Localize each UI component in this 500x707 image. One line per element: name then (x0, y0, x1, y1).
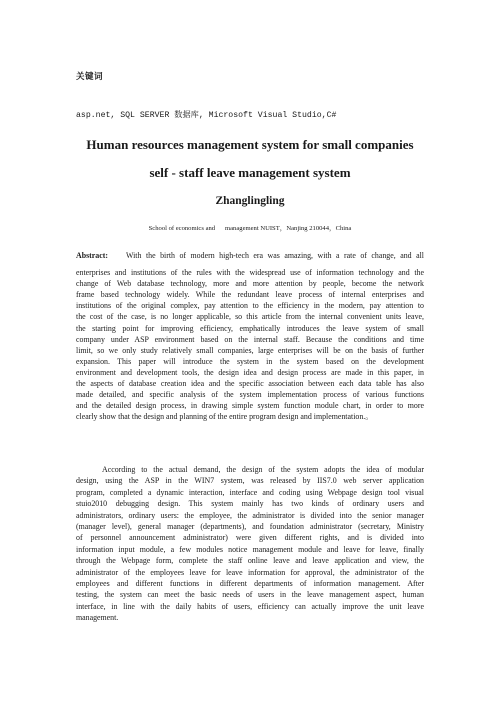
abstract-line: expansion. This paper will introduce the system in the system based on the development (76, 356, 424, 366)
abstract-line: the starting point for improving efficiency, emphatically introduces the leave system of small (76, 323, 424, 333)
body-line: management. (76, 613, 119, 623)
body-line: through the Webpage form, complete the staff online leave and leave application and view, the (76, 556, 424, 566)
body-line: design, using the ASP in the WIN7 system, was released by IIS7.0 web server application (76, 476, 424, 486)
body-paragraph (76, 464, 424, 624)
author-affiliation: School of economics and management NUIST，Nanjing 210044，China (148, 225, 352, 232)
abstract-line: With the birth of modern high-tech era was amazing, with a rate of change, and all (125, 251, 424, 260)
body-line: of personnel announcement administrator) were given different rights, and is divided into (76, 533, 424, 543)
abstract-line: and the detailed design process, in drawing simple system function module chart, in order to more (76, 401, 424, 411)
abstract-line: enterprises and institutions of the rules with the widespread use of information technology and the (76, 268, 424, 278)
body-line: testing, the system can meet the basic needs of users in the leave management aspect, human (76, 590, 424, 600)
author-name: Zhanglingling (215, 195, 285, 207)
abstract-line: frame based technology widely. While the redundant leave process of internal enterprises and (76, 290, 424, 300)
abstract-line: the aspects of database creation idea and the specific association between each data table has also (76, 379, 424, 389)
keywords-heading: 关键词 (76, 72, 104, 82)
paper-title-line-2: self - staff leave management system (149, 165, 351, 180)
body-line: administrators, ordinary users: the employee, the administrator is divided into the senior manager (76, 510, 424, 520)
body-line: According to the actual demand, the design of the system adopts the idea of modular (102, 465, 424, 474)
body-line: employees and different functions in different departments of information management. After (76, 579, 424, 589)
body-line: program, completed a dynamic interaction, interface and coding using Webpage design tool visual (76, 487, 424, 497)
abstract-line: environment and development tools, the design idea and design process are made in this paper, in (76, 367, 424, 377)
body-line: administrator of the employees leave for leave information for approval, the administrator of the (76, 567, 424, 577)
abstract-line: institutions of the original complex, pay attention to the efficiency in the modern, pay attention to (76, 301, 424, 311)
keywords-list: asp.net, SQL SERVER 数据库, Microsoft Visual Studio,C# (76, 111, 337, 120)
abstract-line: made detailed, and specific analysis of the system implementation process of various functions (76, 390, 424, 400)
abstract-first-line (76, 250, 424, 261)
abstract-line: change of Web database technology, more and more attention by people, become the network (76, 279, 424, 289)
body-line: interface, in line with the daily habits of users, efficiency can actually improve the unit leave (76, 601, 424, 611)
body-line: information input module, a few modules notice management module and leave for leave, finally (76, 544, 424, 554)
abstract-line: company under ASP environment based on the internal staff. Because the conditions and time (76, 334, 424, 344)
abstract-line: limit, so we only study relatively small companies, large enterprises will be on the basis of further (76, 345, 424, 355)
abstract-label: Abstract: (76, 251, 108, 260)
abstract-line: the cost of the case, is no longer applicable, so this article from the internal convenient units leave, (76, 312, 424, 322)
body-line: (manager level), general manager (departments), and foundation administrator (secretary, Ministry (76, 522, 424, 532)
paper-title-line-1: Human resources management system for small companies (86, 137, 414, 152)
abstract-line: clearly show that the design and planning of the entire program design and implementation.。 (76, 412, 374, 422)
abstract-section (76, 250, 424, 422)
body-line: stuio2010 debugging design. This system mainly has two kinds of ordinary users and (76, 499, 424, 509)
